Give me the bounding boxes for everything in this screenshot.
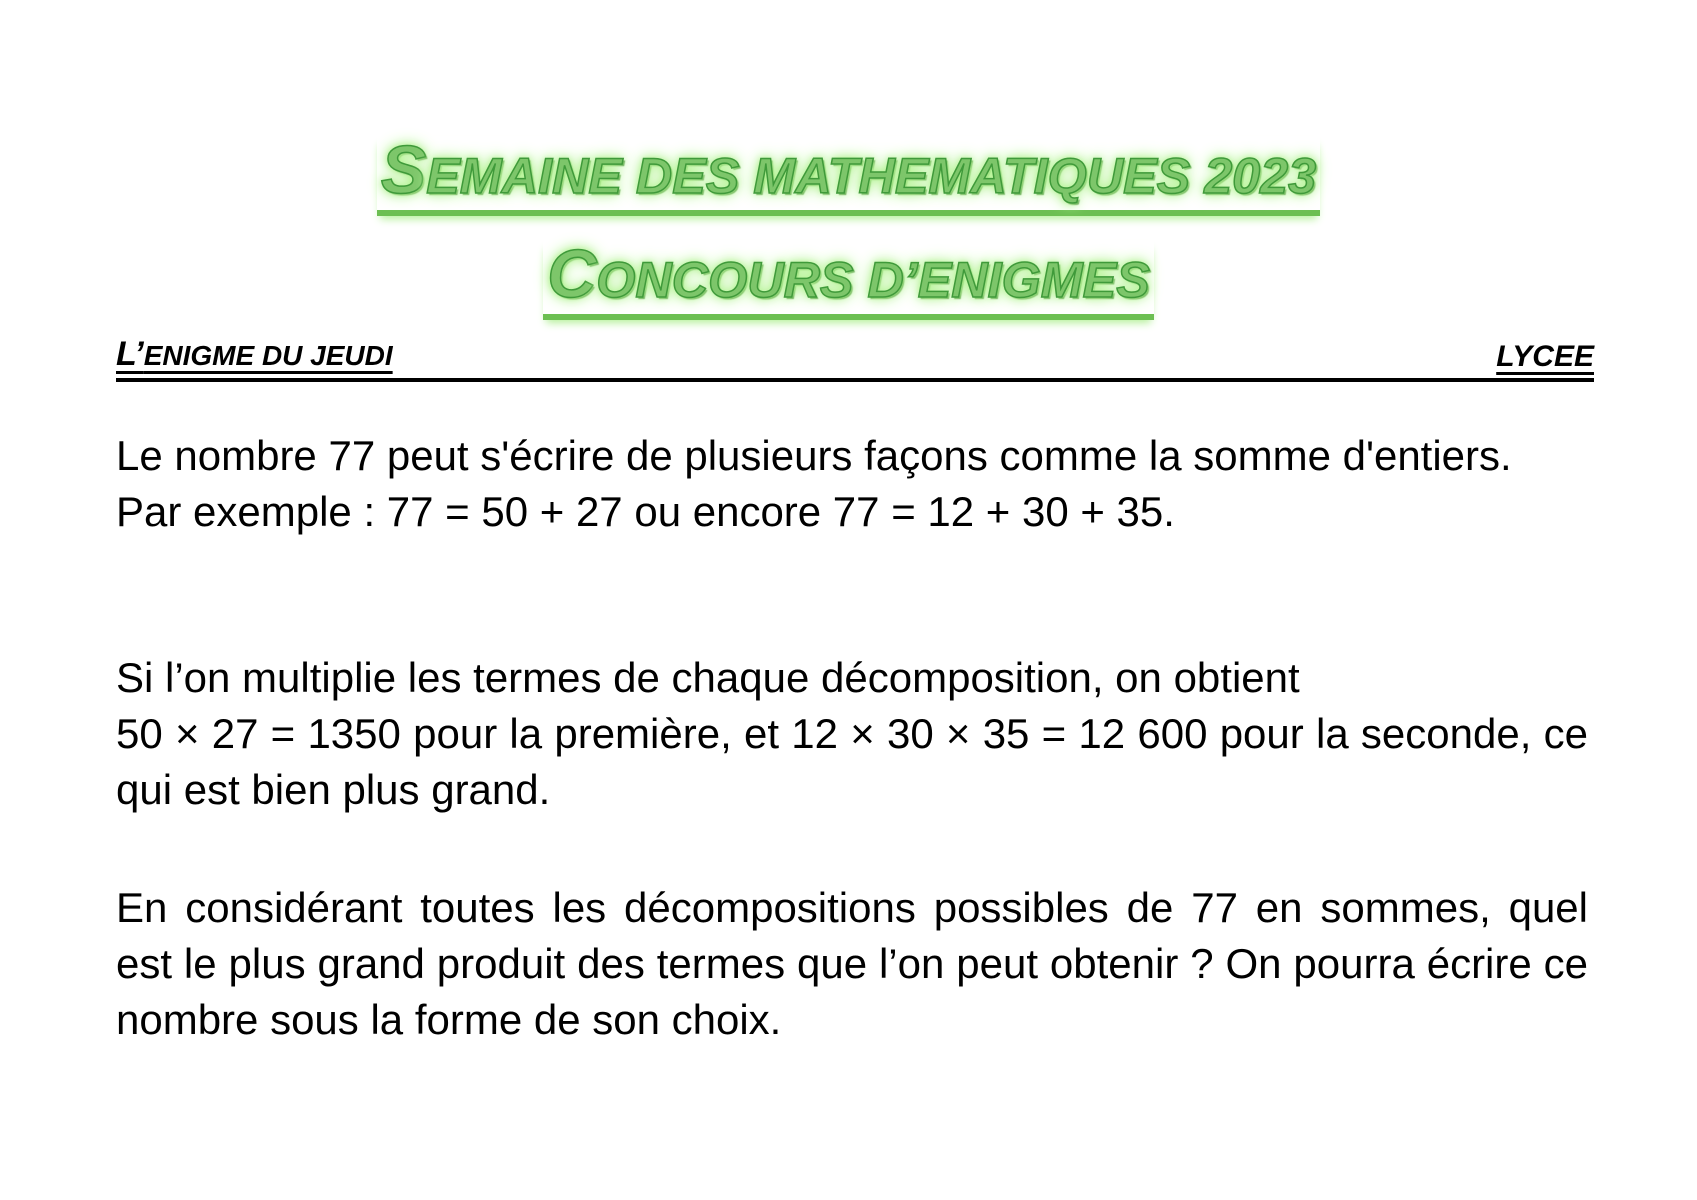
paragraph-3 — [116, 880, 1588, 1048]
title-line-1: SEMAINE DES MATHEMATIQUES 2023 — [377, 136, 1320, 216]
paragraph-1-example: Par exemple : 77 = 50 + 27 ou encore 77 = 12 + 30 + 35. — [116, 488, 1175, 535]
paragraph-2 — [116, 650, 1588, 818]
paragraph-2-intro: Si l’on multiplie les termes de chaque décomposition, on obtient — [116, 654, 1300, 701]
level-label: LYCEE — [1496, 340, 1594, 373]
question-text: En considérant toutes les décompositions possibles de 77 en sommes, quel est le plus grand produit des termes que l’on peut obtenir ? On pourra écrire ce nombre sous la forme de son choix. — [116, 884, 1588, 1043]
section-title: L’ENIGME DU JEUDI — [116, 335, 393, 373]
section-header — [116, 334, 1594, 382]
paragraph-1-text: Le nombre 77 peut s'écrire de plusieurs façons comme la somme d'entiers. — [116, 432, 1512, 479]
paragraph-2-products: 50 × 27 = 1350 pour la première, et 12 × 30 × 35 = 12 600 pour la seconde, ce qui est bien plus grand. — [116, 710, 1588, 813]
title-line-2: CONCOURS D’ENIGMES — [543, 240, 1154, 320]
page-subtitle — [0, 236, 1697, 320]
paragraph-1 — [116, 428, 1588, 540]
page-title — [0, 132, 1697, 216]
